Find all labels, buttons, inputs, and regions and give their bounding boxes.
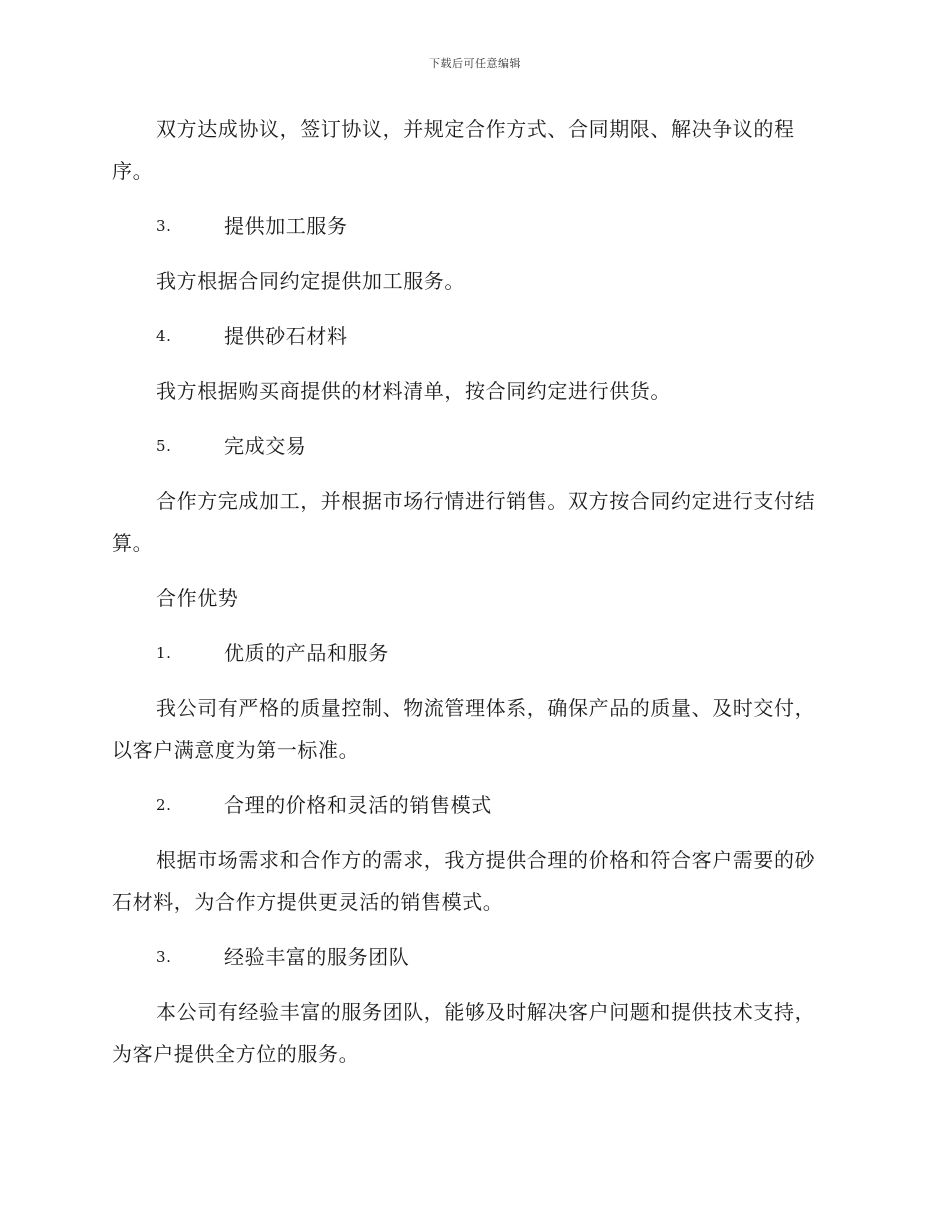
advantage-number: 3. <box>156 948 172 966</box>
advantage-title: 优质的产品和服务 <box>224 641 389 665</box>
page-header-note: 下载后可任意编辑 <box>429 57 521 70</box>
paragraph-agreement: 双方达成协议，签订协议，并规定合作方式、合同期限、解决争议的程序。 <box>112 117 795 183</box>
advantage-3 <box>112 936 832 978</box>
step-number: 4. <box>156 327 172 345</box>
step-title: 完成交易 <box>224 434 307 458</box>
advantage-1 <box>112 632 832 674</box>
step-title: 提供砂石材料 <box>224 324 348 348</box>
step-number: 5. <box>156 437 172 455</box>
paragraph-processing: 我方根据合同约定提供加工服务。 <box>156 269 465 293</box>
step-number: 3. <box>156 217 172 235</box>
document-body <box>112 108 832 1088</box>
advantage-title: 合理的价格和灵活的销售模式 <box>224 793 492 817</box>
step-4 <box>112 315 832 357</box>
paragraph-pricing: 根据市场需求和合作方的需求，我方提供合理的价格和符合客户需要的砂石材料，为合作方提供更灵活的销售模式。 <box>112 848 816 914</box>
step-3 <box>112 205 832 247</box>
advantage-2 <box>112 784 832 826</box>
advantage-number: 1. <box>156 644 172 662</box>
step-5 <box>112 425 832 467</box>
paragraph-transaction: 合作方完成加工，并根据市场行情进行销售。双方按合同约定进行支付结算。 <box>112 489 816 555</box>
section-heading: 合作优势 <box>156 586 239 610</box>
step-title: 提供加工服务 <box>224 214 348 238</box>
paragraph-quality: 我公司有严格的质量控制、物流管理体系，确保产品的质量、及时交付，以客户满意度为第一标准。 <box>112 696 816 762</box>
paragraph-supply: 我方根据购买商提供的材料清单，按合同约定进行供货。 <box>156 379 671 403</box>
paragraph-team: 本公司有经验丰富的服务团队，能够及时解决客户问题和提供技术支持，为客户提供全方位的服务。 <box>112 1000 816 1066</box>
advantage-title: 经验丰富的服务团队 <box>224 945 410 969</box>
advantage-number: 2. <box>156 796 172 814</box>
